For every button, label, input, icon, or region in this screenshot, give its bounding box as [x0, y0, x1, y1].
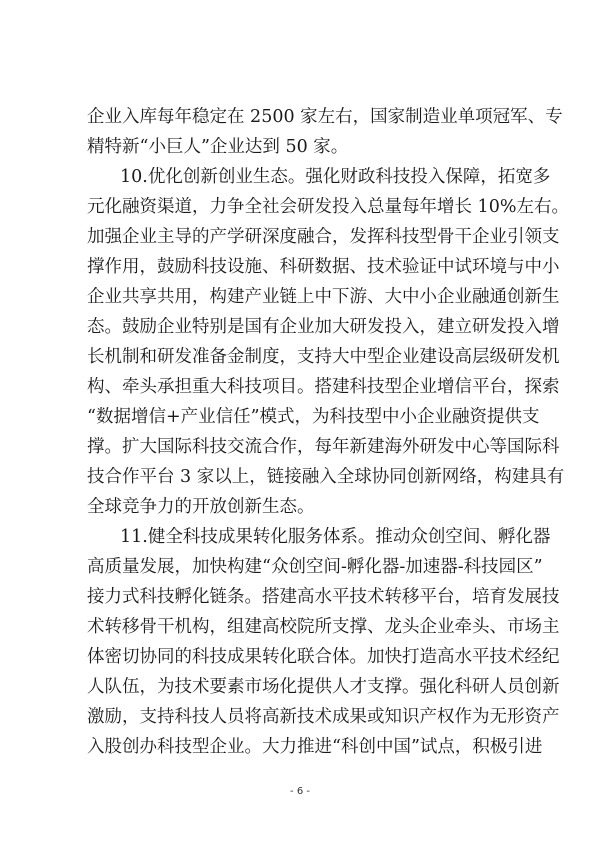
- text-line-10: 构、牵头承担重大科技项目。搭建科技型企业增信平台，探索: [87, 377, 560, 397]
- text-line-13: 技合作平台 3 家以上，链接融入全球协同创新网络，构建具有: [87, 467, 565, 487]
- text-line-22: 入股创办科技型企业。大力推进“科创中国”试点，积极引进: [87, 737, 543, 757]
- text-line-18: 术转移骨干机构，组建高校院所支撑、龙头企业牵头、市场主: [87, 617, 560, 637]
- text-line-16: 高质量发展，加快构建“众创空间-孵化器-加速器-科技园区”: [87, 557, 543, 577]
- text-line-2: 精特新“小巨人”企业达到 50 家。: [87, 137, 349, 157]
- text-line-7: 企业共享共用，构建产业链上中下游、大中小企业融通创新生: [87, 287, 560, 307]
- text-line-3: 10.优化创新创业生态。强化财政科技投入保障，拓宽多: [120, 167, 551, 187]
- text-line-20: 人队伍，为技术要素市场化提供人才支撑。强化科研人员创新: [87, 677, 560, 697]
- text-line-6: 撑作用，鼓励科技设施、科研数据、技术验证中试环境与中小: [87, 257, 560, 277]
- text-line-21: 激励，支持科技人员将高新技术成果或知识产权作为无形资产: [87, 707, 560, 727]
- text-line-1: 企业入库每年稳定在 2500 家左右，国家制造业单项冠军、专: [87, 107, 563, 127]
- text-line-14: 全球竞争力的开放创新生态。: [87, 497, 315, 517]
- text-line-17: 接力式科技孵化链条。搭建高水平技术转移平台，培育发展技: [87, 587, 560, 607]
- page-number: - 6 -: [290, 786, 310, 797]
- text-line-12: 撑。扩大国际科技交流合作，每年新建海外研发中心等国际科: [87, 437, 560, 457]
- text-line-19: 体密切协同的科技成果转化联合体。加快打造高水平技术经纪: [87, 647, 560, 667]
- text-line-15: 11.健全科技成果转化服务体系。推动众创空间、孵化器: [120, 527, 551, 547]
- text-line-8: 态。鼓励企业特别是国有企业加大研发投入，建立研发投入增: [87, 317, 560, 337]
- text-line-9: 长机制和研发准备金制度，支持大中型企业建设高层级研发机: [87, 347, 560, 367]
- text-line-5: 加强企业主导的产学研深度融合，发挥科技型骨干企业引领支: [87, 227, 560, 247]
- text-line-4: 元化融资渠道，力争全社会研发投入总量每年增长 10%左右。: [87, 197, 569, 217]
- text-line-11: “数据增信+产业信任”模式，为科技型中小企业融资提供支: [87, 407, 540, 427]
